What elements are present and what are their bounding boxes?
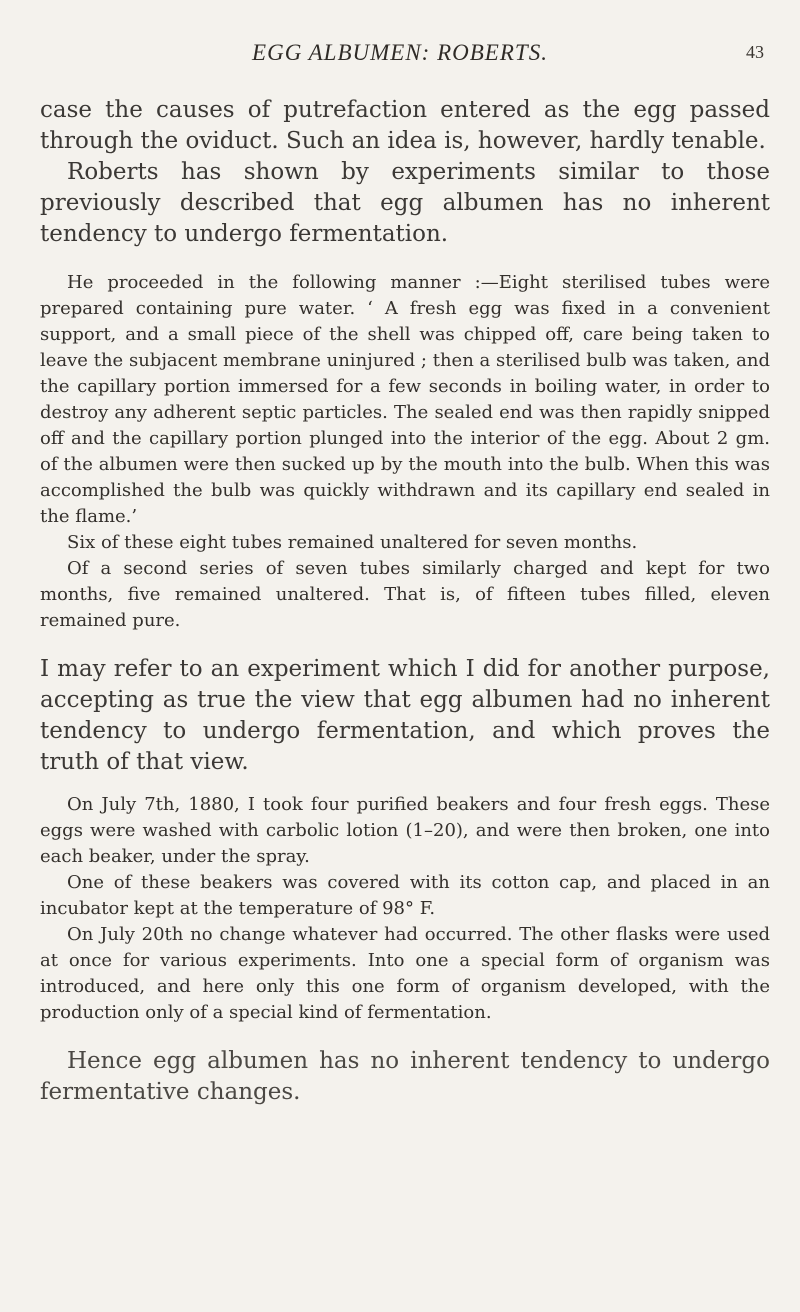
paragraph-july-twentieth: On July 20th no change whatever had occurred. The other flasks were used at once for various experiments. Into one a special form of organism was introduced, and here only this one form of organism developed, with the production only of a special kind of fermentation.	[40, 924, 770, 1023]
paragraph-experiment-method: He proceeded in the following manner :—Eight sterilised tubes were prepared containing pure water. ‘ A fresh egg was fixed in a convenient support, and a small piece of the shell was chipped off, care being taken to leave the subjacent membrane uninjured ; then a sterilised bulb was taken, and the capillary portion immersed for a few seconds in boiling water, in order to destroy any adherent septic particles. The sealed end was then rapidly snipped off and the capillary portion plunged into the interior of the egg. About 2 gm. of the albumen were then sucked up by the mouth into the bulb. When this was accomplished the bulb was quickly withdrawn and its capillary end sealed in the flame.’	[40, 272, 770, 527]
paragraph-roberts-claim: Roberts has shown by experiments similar to those previously described that egg albumen has no inherent tendency to undergo fermentation.	[40, 159, 770, 247]
paragraph-july-seventh: On July 7th, 1880, I took four purified beakers and four fresh eggs. These eggs were washed with carbolic lotion (1–20), and were then broken, one into each beaker, under the spray.	[40, 794, 770, 867]
paragraph-first-result: Six of these eight tubes remained unaltered for seven months.	[67, 532, 638, 553]
paragraph-author-experiment: I may refer to an experiment which I did for another purpose, accepting as true the view that egg albumen had no inherent tendency to undergo fermentation, and which proves the truth of that view.	[40, 656, 770, 775]
paragraph-putrefaction-cause: case the causes of putrefaction entered as the egg passed through the oviduct. Such an idea is, however, hardly tenable.	[40, 97, 770, 154]
paragraph-conclusion: Hence egg albumen has no inherent tendency to undergo fermentative changes.	[40, 1048, 770, 1105]
paragraph-incubator: One of these beakers was covered with its cotton cap, and placed in an incubator kept at the temperature of 98° F.	[40, 872, 770, 919]
paragraph-second-series: Of a second series of seven tubes similarly charged and kept for two months, five remained unaltered. That is, of fifteen tubes filled, eleven remained pure.	[40, 558, 770, 631]
running-title: EGG ALBUMEN: ROBERTS.	[252, 40, 548, 65]
running-head	[0, 40, 800, 70]
page-text	[40, 95, 770, 1108]
page-number: 43	[746, 42, 764, 62]
